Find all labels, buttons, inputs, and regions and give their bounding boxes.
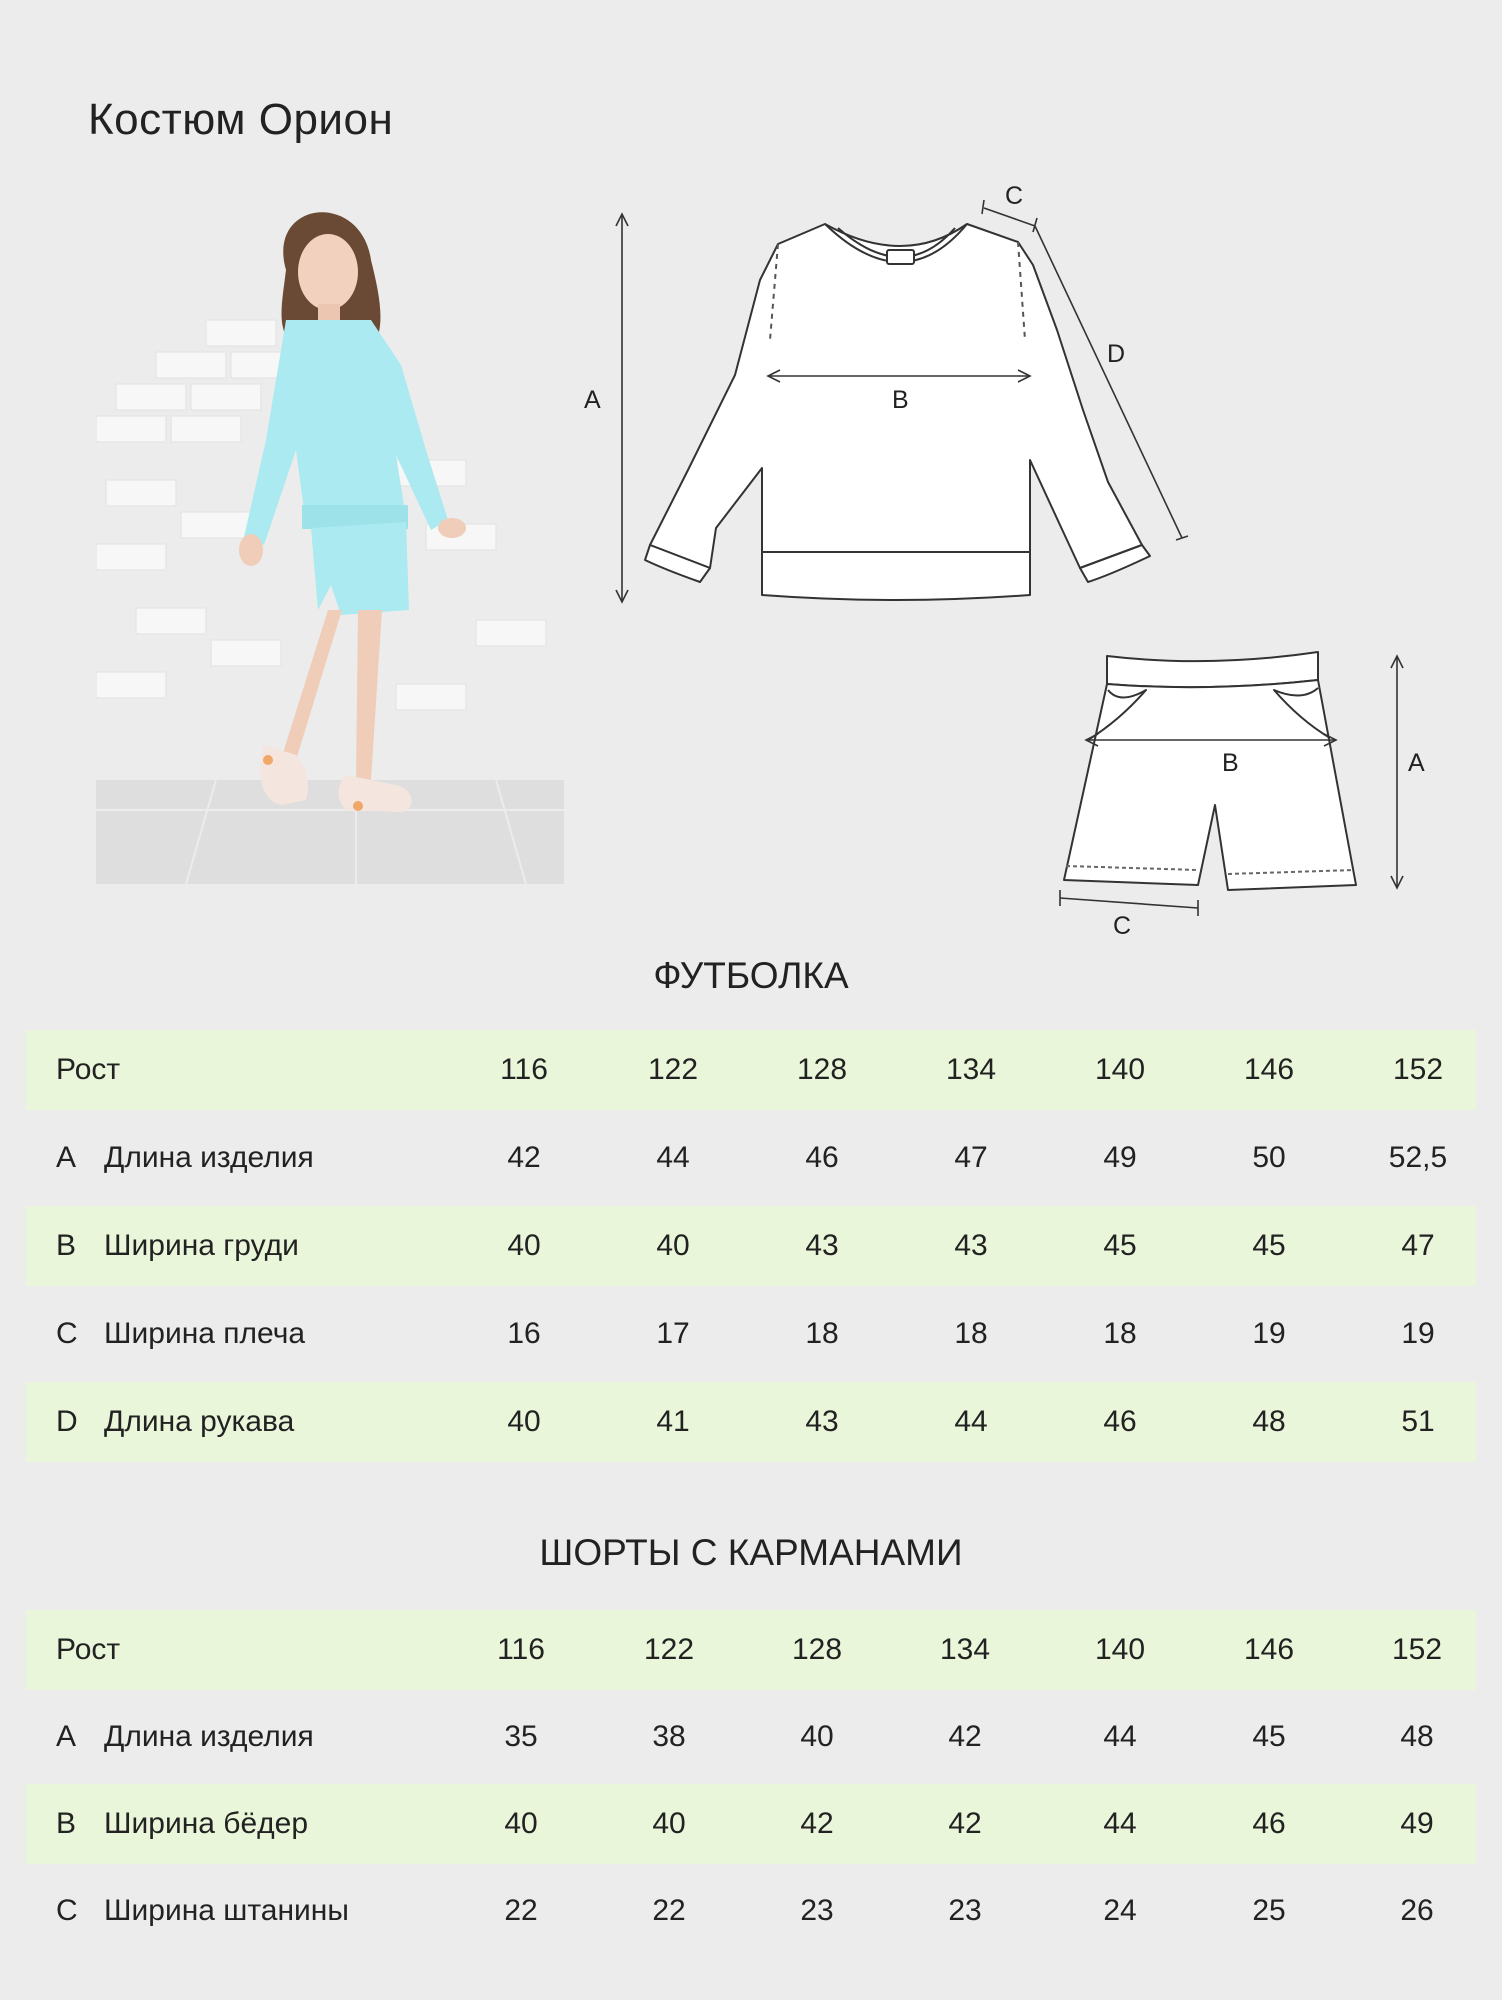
size-cell: 134 xyxy=(945,1053,997,1086)
value-cell: 49 xyxy=(1400,1807,1434,1840)
measure-name: Ширина штанины xyxy=(104,1894,349,1927)
value-cell: 51 xyxy=(1401,1405,1435,1438)
table-header-row xyxy=(26,1610,1476,1690)
value-cell: 35 xyxy=(504,1720,538,1753)
measure-letter: B xyxy=(56,1229,77,1262)
measure-letter: C xyxy=(56,1317,78,1350)
value-cell: 23 xyxy=(800,1894,834,1927)
value-cell: 44 xyxy=(1103,1807,1137,1840)
value-cell: 49 xyxy=(1103,1141,1137,1174)
page-title: Костюм Орион xyxy=(88,95,394,144)
value-cell: 16 xyxy=(507,1317,541,1350)
value-cell: 42 xyxy=(948,1720,982,1753)
height-label: Рост xyxy=(56,1053,121,1086)
measure-name: Ширина бёдер xyxy=(104,1807,309,1840)
value-cell: 26 xyxy=(1400,1894,1434,1927)
table-row xyxy=(26,1118,1476,1198)
shirt-label-b: B xyxy=(892,386,909,414)
value-cell: 44 xyxy=(656,1141,690,1174)
table-row xyxy=(26,1382,1476,1462)
value-cell: 52,5 xyxy=(1388,1141,1448,1174)
height-label: Рост xyxy=(56,1633,121,1666)
value-cell: 40 xyxy=(507,1229,541,1262)
value-cell: 40 xyxy=(656,1229,690,1262)
table-row xyxy=(26,1294,1476,1374)
value-cell: 19 xyxy=(1252,1317,1286,1350)
measure-letter: B xyxy=(56,1807,77,1840)
value-cell: 18 xyxy=(1103,1317,1137,1350)
size-cell: 116 xyxy=(500,1053,548,1086)
value-cell: 41 xyxy=(656,1405,690,1438)
value-cell: 18 xyxy=(805,1317,839,1350)
shorts-label-b: B xyxy=(1222,749,1239,777)
value-cell: 22 xyxy=(652,1894,686,1927)
size-cell: 140 xyxy=(1094,1633,1146,1666)
measure-name: Длина изделия xyxy=(104,1141,314,1174)
value-cell: 43 xyxy=(954,1229,988,1262)
value-cell: 48 xyxy=(1400,1720,1434,1753)
value-cell: 23 xyxy=(948,1894,982,1927)
value-cell: 19 xyxy=(1401,1317,1435,1350)
measure-letter: A xyxy=(56,1141,77,1174)
size-cell: 152 xyxy=(1391,1633,1443,1666)
value-cell: 45 xyxy=(1252,1720,1286,1753)
size-cell: 134 xyxy=(939,1633,991,1666)
value-cell: 48 xyxy=(1252,1405,1286,1438)
value-cell: 46 xyxy=(1103,1405,1137,1438)
size-cell: 146 xyxy=(1243,1053,1295,1086)
shirt-label-d: D xyxy=(1107,340,1126,368)
value-cell: 46 xyxy=(1252,1807,1286,1840)
size-diagrams xyxy=(0,0,1502,960)
value-cell: 40 xyxy=(800,1720,834,1753)
value-cell: 42 xyxy=(800,1807,834,1840)
size-cell: 128 xyxy=(796,1053,848,1086)
tshirt-heading: ФУТБОЛКА xyxy=(653,955,849,996)
value-cell: 43 xyxy=(805,1405,839,1438)
value-cell: 38 xyxy=(652,1720,686,1753)
measure-letter: D xyxy=(56,1405,78,1438)
value-cell: 18 xyxy=(954,1317,988,1350)
value-cell: 50 xyxy=(1252,1141,1286,1174)
measure-name: Ширина плеча xyxy=(104,1317,306,1350)
shorts-label-c: C xyxy=(1113,912,1132,940)
size-cell: 128 xyxy=(791,1633,843,1666)
value-cell: 24 xyxy=(1103,1894,1137,1927)
measure-name: Длина изделия xyxy=(104,1720,314,1753)
value-cell: 47 xyxy=(954,1141,988,1174)
value-cell: 25 xyxy=(1252,1894,1286,1927)
table-row xyxy=(26,1871,1476,1951)
value-cell: 47 xyxy=(1401,1229,1435,1262)
shirt-label-c: C xyxy=(1005,182,1024,210)
value-cell: 45 xyxy=(1252,1229,1286,1262)
table-header-row xyxy=(26,1030,1476,1110)
value-cell: 40 xyxy=(507,1405,541,1438)
tshirt-size-table xyxy=(26,1030,1476,1462)
value-cell: 42 xyxy=(507,1141,541,1174)
measure-name: Ширина груди xyxy=(104,1229,299,1262)
size-cell: 122 xyxy=(647,1053,699,1086)
size-cell: 122 xyxy=(643,1633,695,1666)
measure-name: Длина рукава xyxy=(104,1405,295,1438)
shorts-label-a: A xyxy=(1408,749,1425,777)
size-cell: 146 xyxy=(1243,1633,1295,1666)
value-cell: 40 xyxy=(504,1807,538,1840)
value-cell: 44 xyxy=(1103,1720,1137,1753)
value-cell: 45 xyxy=(1103,1229,1137,1262)
value-cell: 17 xyxy=(656,1317,690,1350)
shorts-heading: ШОРТЫ С КАРМАНАМИ xyxy=(539,1532,963,1573)
measure-letter: C xyxy=(56,1894,78,1927)
value-cell: 42 xyxy=(948,1807,982,1840)
size-cell: 116 xyxy=(497,1633,545,1666)
shirt-label-a: A xyxy=(584,386,601,414)
value-cell: 46 xyxy=(805,1141,839,1174)
shorts-size-table xyxy=(26,1610,1476,1951)
value-cell: 40 xyxy=(652,1807,686,1840)
table-row xyxy=(26,1206,1476,1286)
table-row xyxy=(26,1697,1476,1777)
value-cell: 22 xyxy=(504,1894,538,1927)
value-cell: 44 xyxy=(954,1405,988,1438)
table-row xyxy=(26,1784,1476,1864)
size-cell: 140 xyxy=(1094,1053,1146,1086)
measure-letter: A xyxy=(56,1720,77,1753)
size-cell: 152 xyxy=(1392,1053,1444,1086)
value-cell: 43 xyxy=(805,1229,839,1262)
